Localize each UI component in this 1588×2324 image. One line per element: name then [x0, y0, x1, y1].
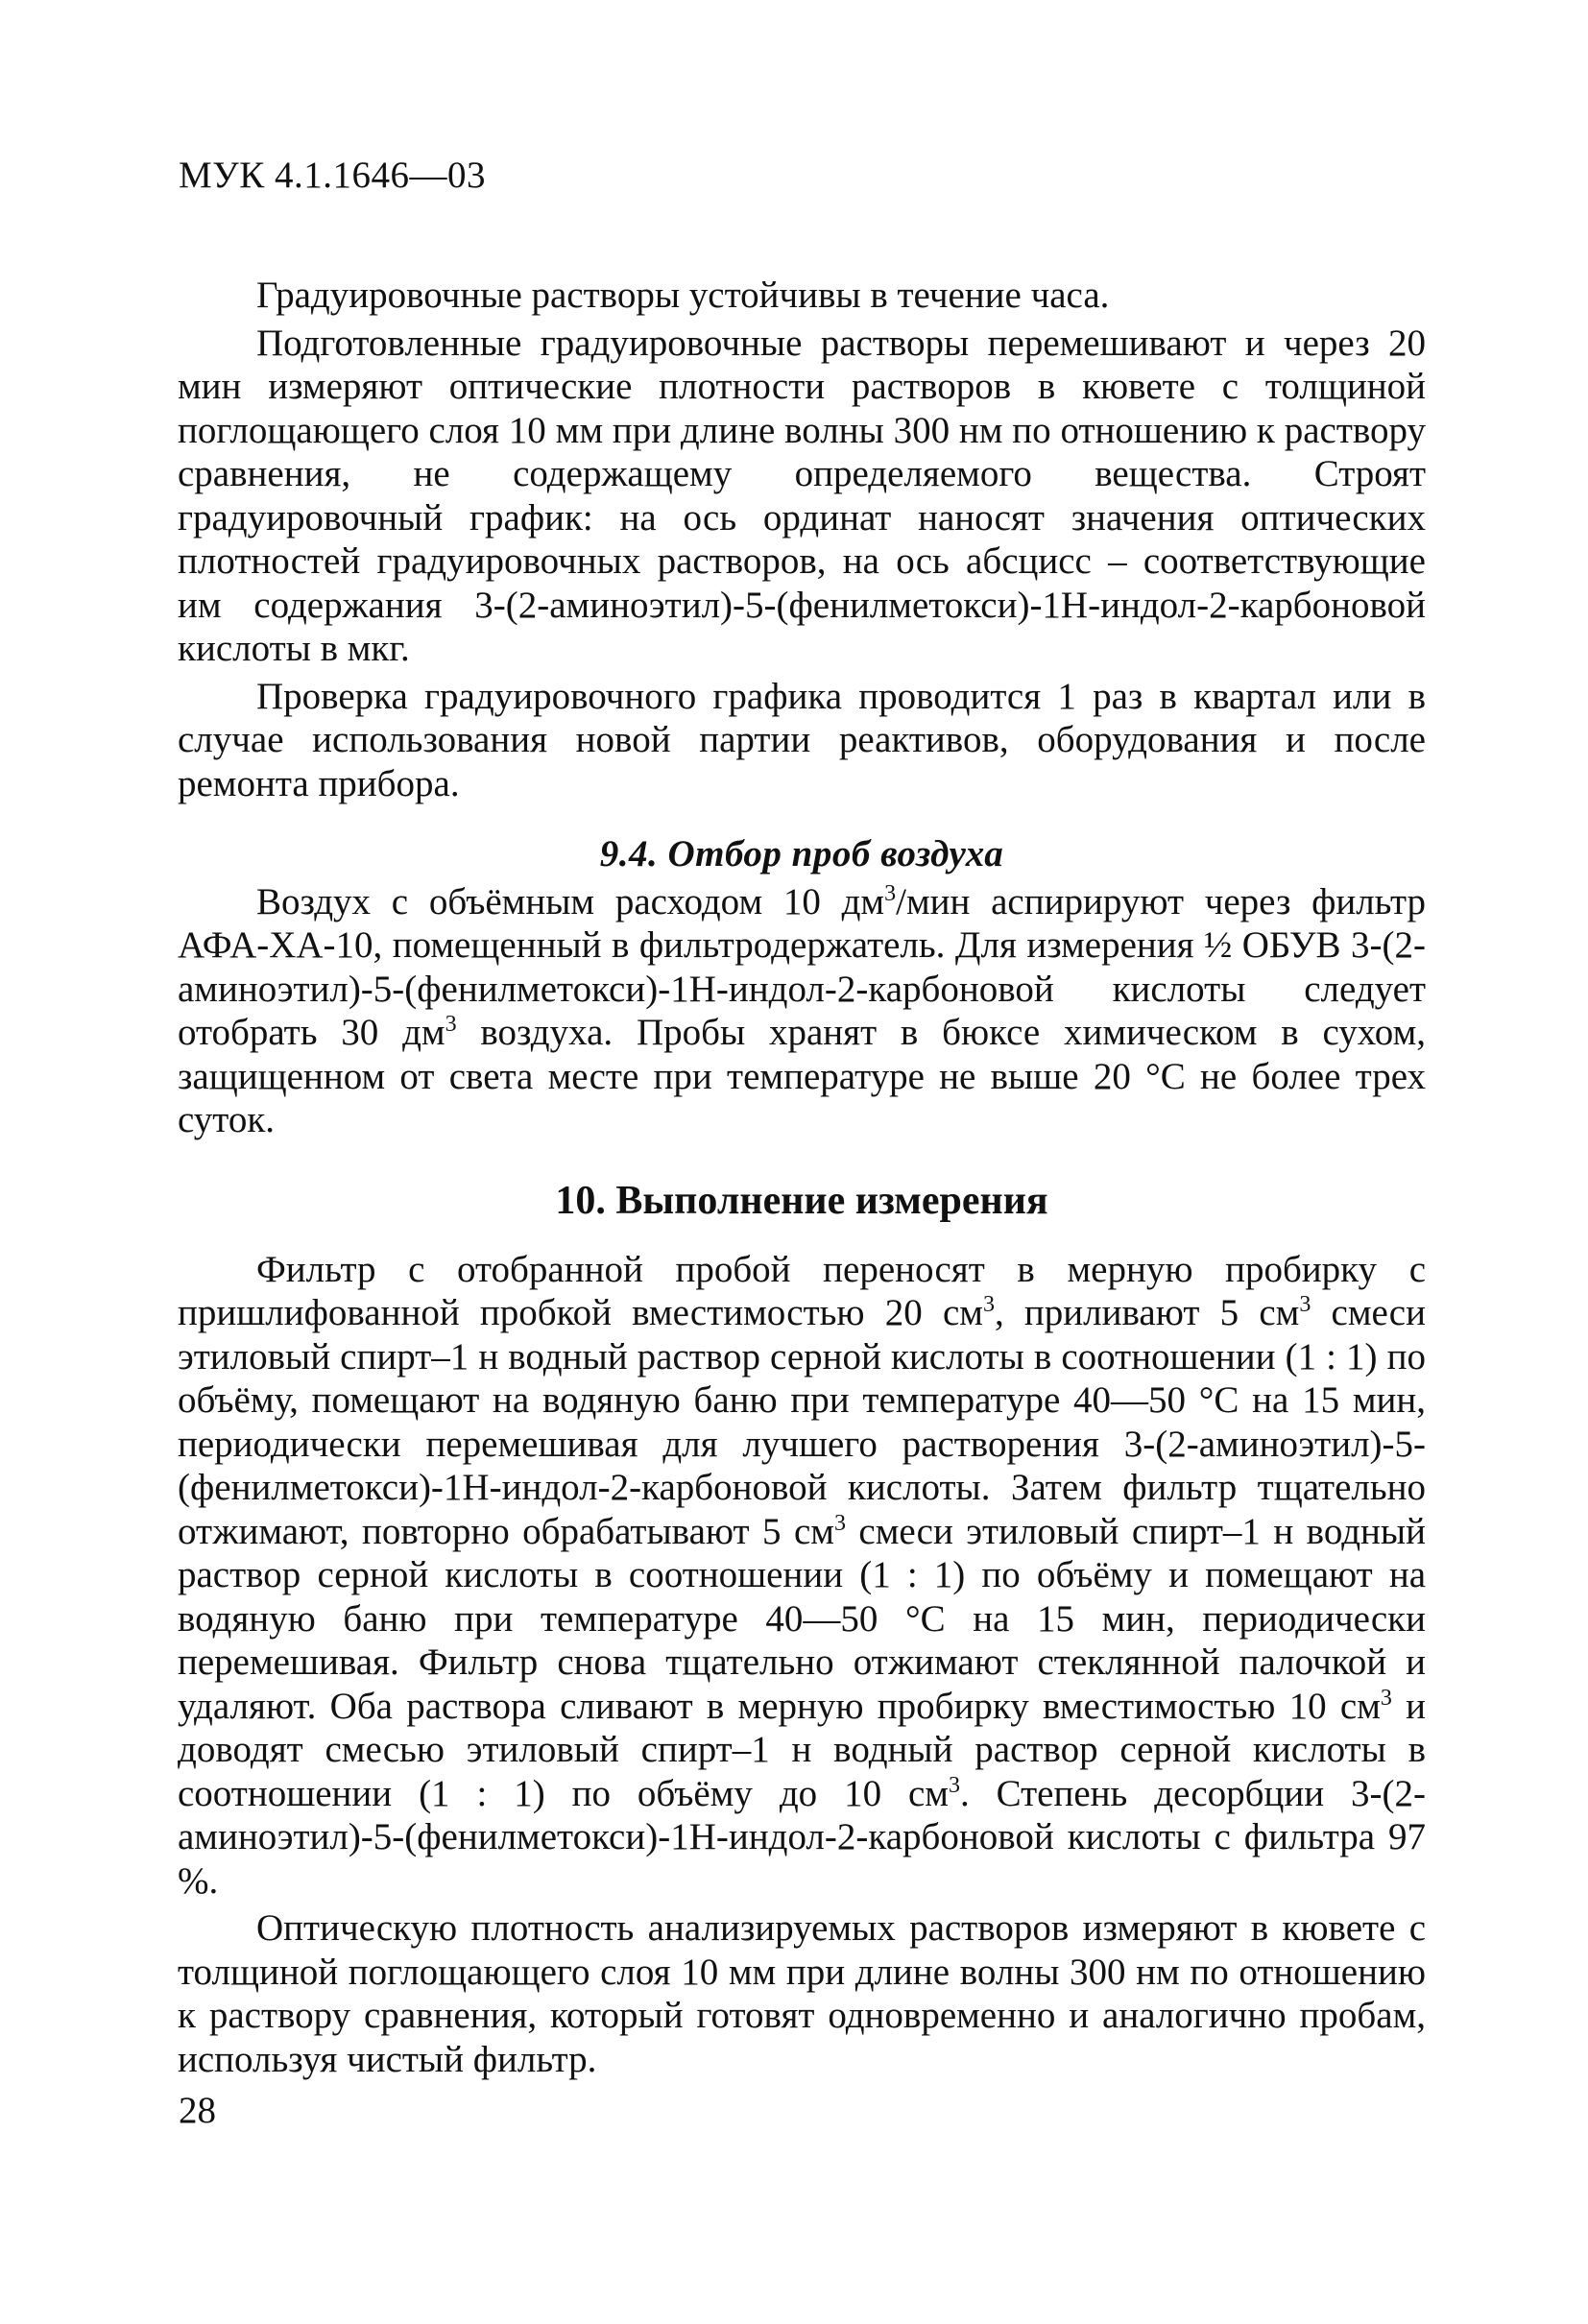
section-heading: 10. Выполнение измерения [555, 1178, 1048, 1223]
document-code: МУК 4.1.1646—03 [179, 155, 487, 196]
subsection-heading: 9.4. Отбор проб воздуха [599, 833, 1004, 874]
page-content [178, 274, 1426, 2085]
paragraph-calibration-procedure: Подготовленные градуировочные растворы перемешивают и через 20 мин измеряют оптические плотности растворов в кювете с толщиной поглощающего слоя 10 мм при длине волны 300 нм по отношению к раствору сравнения, не содержащему определяемого вещества. Строят градуировочный график: на ось ординат наносят значения оптических плотностей градуировочных растворов, на ось абсцисс – соответствующие им содержания 3-(2-аминоэтил)-5-(фенилметокси)-1Н-индол-2-карбоновой кислоты в мкг. [178, 322, 1426, 669]
page-number: 28 [179, 2090, 216, 2131]
paragraph-calibration-check: Проверка градуировочного графика проводится 1 раз в квартал или в случае использования новой партии реактивов, оборудования и после ремонта прибора. [178, 675, 1426, 804]
paragraph-optical-density: Оптическую плотность анализируемых растворов измеряют в кювете с толщиной поглощающего слоя 10 мм при длине волны 300 нм по отношению к раствору сравнения, который готовят одновременно и аналогично пробам, используя чистый фильтр. [178, 1907, 1426, 2080]
paragraph-solutions-stability: Градуировочные растворы устойчивы в течение часа. [256, 275, 1110, 316]
paragraph-air-sampling: Воздух с объёмным расходом 10 $дм^3$/мин аспирируют через фильтр АФА-ХА-10, помещенный в фильтродержатель. Для измерения ½ ОБУВ 3-(2-аминоэтил)-5-(фенилметокси)-1Н-индол-2-карбоновой кислоты следует отобрать 30 $дм^3$ воздуха. Пробы хранят в бюксе химическом в сухом, защищенном от света месте при температуре не выше 20 °С не более трех суток. [178, 880, 1427, 1140]
paragraph-measurement-procedure: Фильтр с отобранной пробой переносят в мерную пробирку с пришлифованной пробкой вместимостью 20 $см^3$, приливают 5 $см^3$ смеси этиловый спирт–1 н водный раствор серной кислоты в соотношении (1 : 1) по объёму, помещают на водяную баню при температуре 40—50 °С на 15 мин, периодически перемешивая для лучшего растворения 3-(2-аминоэтил)-5-(фенилметокси)-1Н-индол-2-карбоновой кислоты. Затем фильтр тщательно отжимают, повторно обрабатывают 5 $см^3$ смеси этиловый спирт–1 н водный раствор серной кислоты в соотношении (1 : 1) по объёму и помещают на водяную баню при температуре 40—50 °С на 15 мин, периодически перемешивая. Фильтр снова тщательно отжимают стеклянной палочкой и удаляют. Оба раствора сливают в мерную пробирку вместимостью 10 $см^3$ и доводят смесью этиловый спирт–1 н водный раствор серной кислоты в соотношении (1 : 1) по объёму до 10 $см^3$. Степень десорбции 3-(2-аминоэтил)-5-(фенилметокси)-1Н-индол-2-карбоновой кислоты с фильтра 97 %. [178, 1248, 1426, 1902]
